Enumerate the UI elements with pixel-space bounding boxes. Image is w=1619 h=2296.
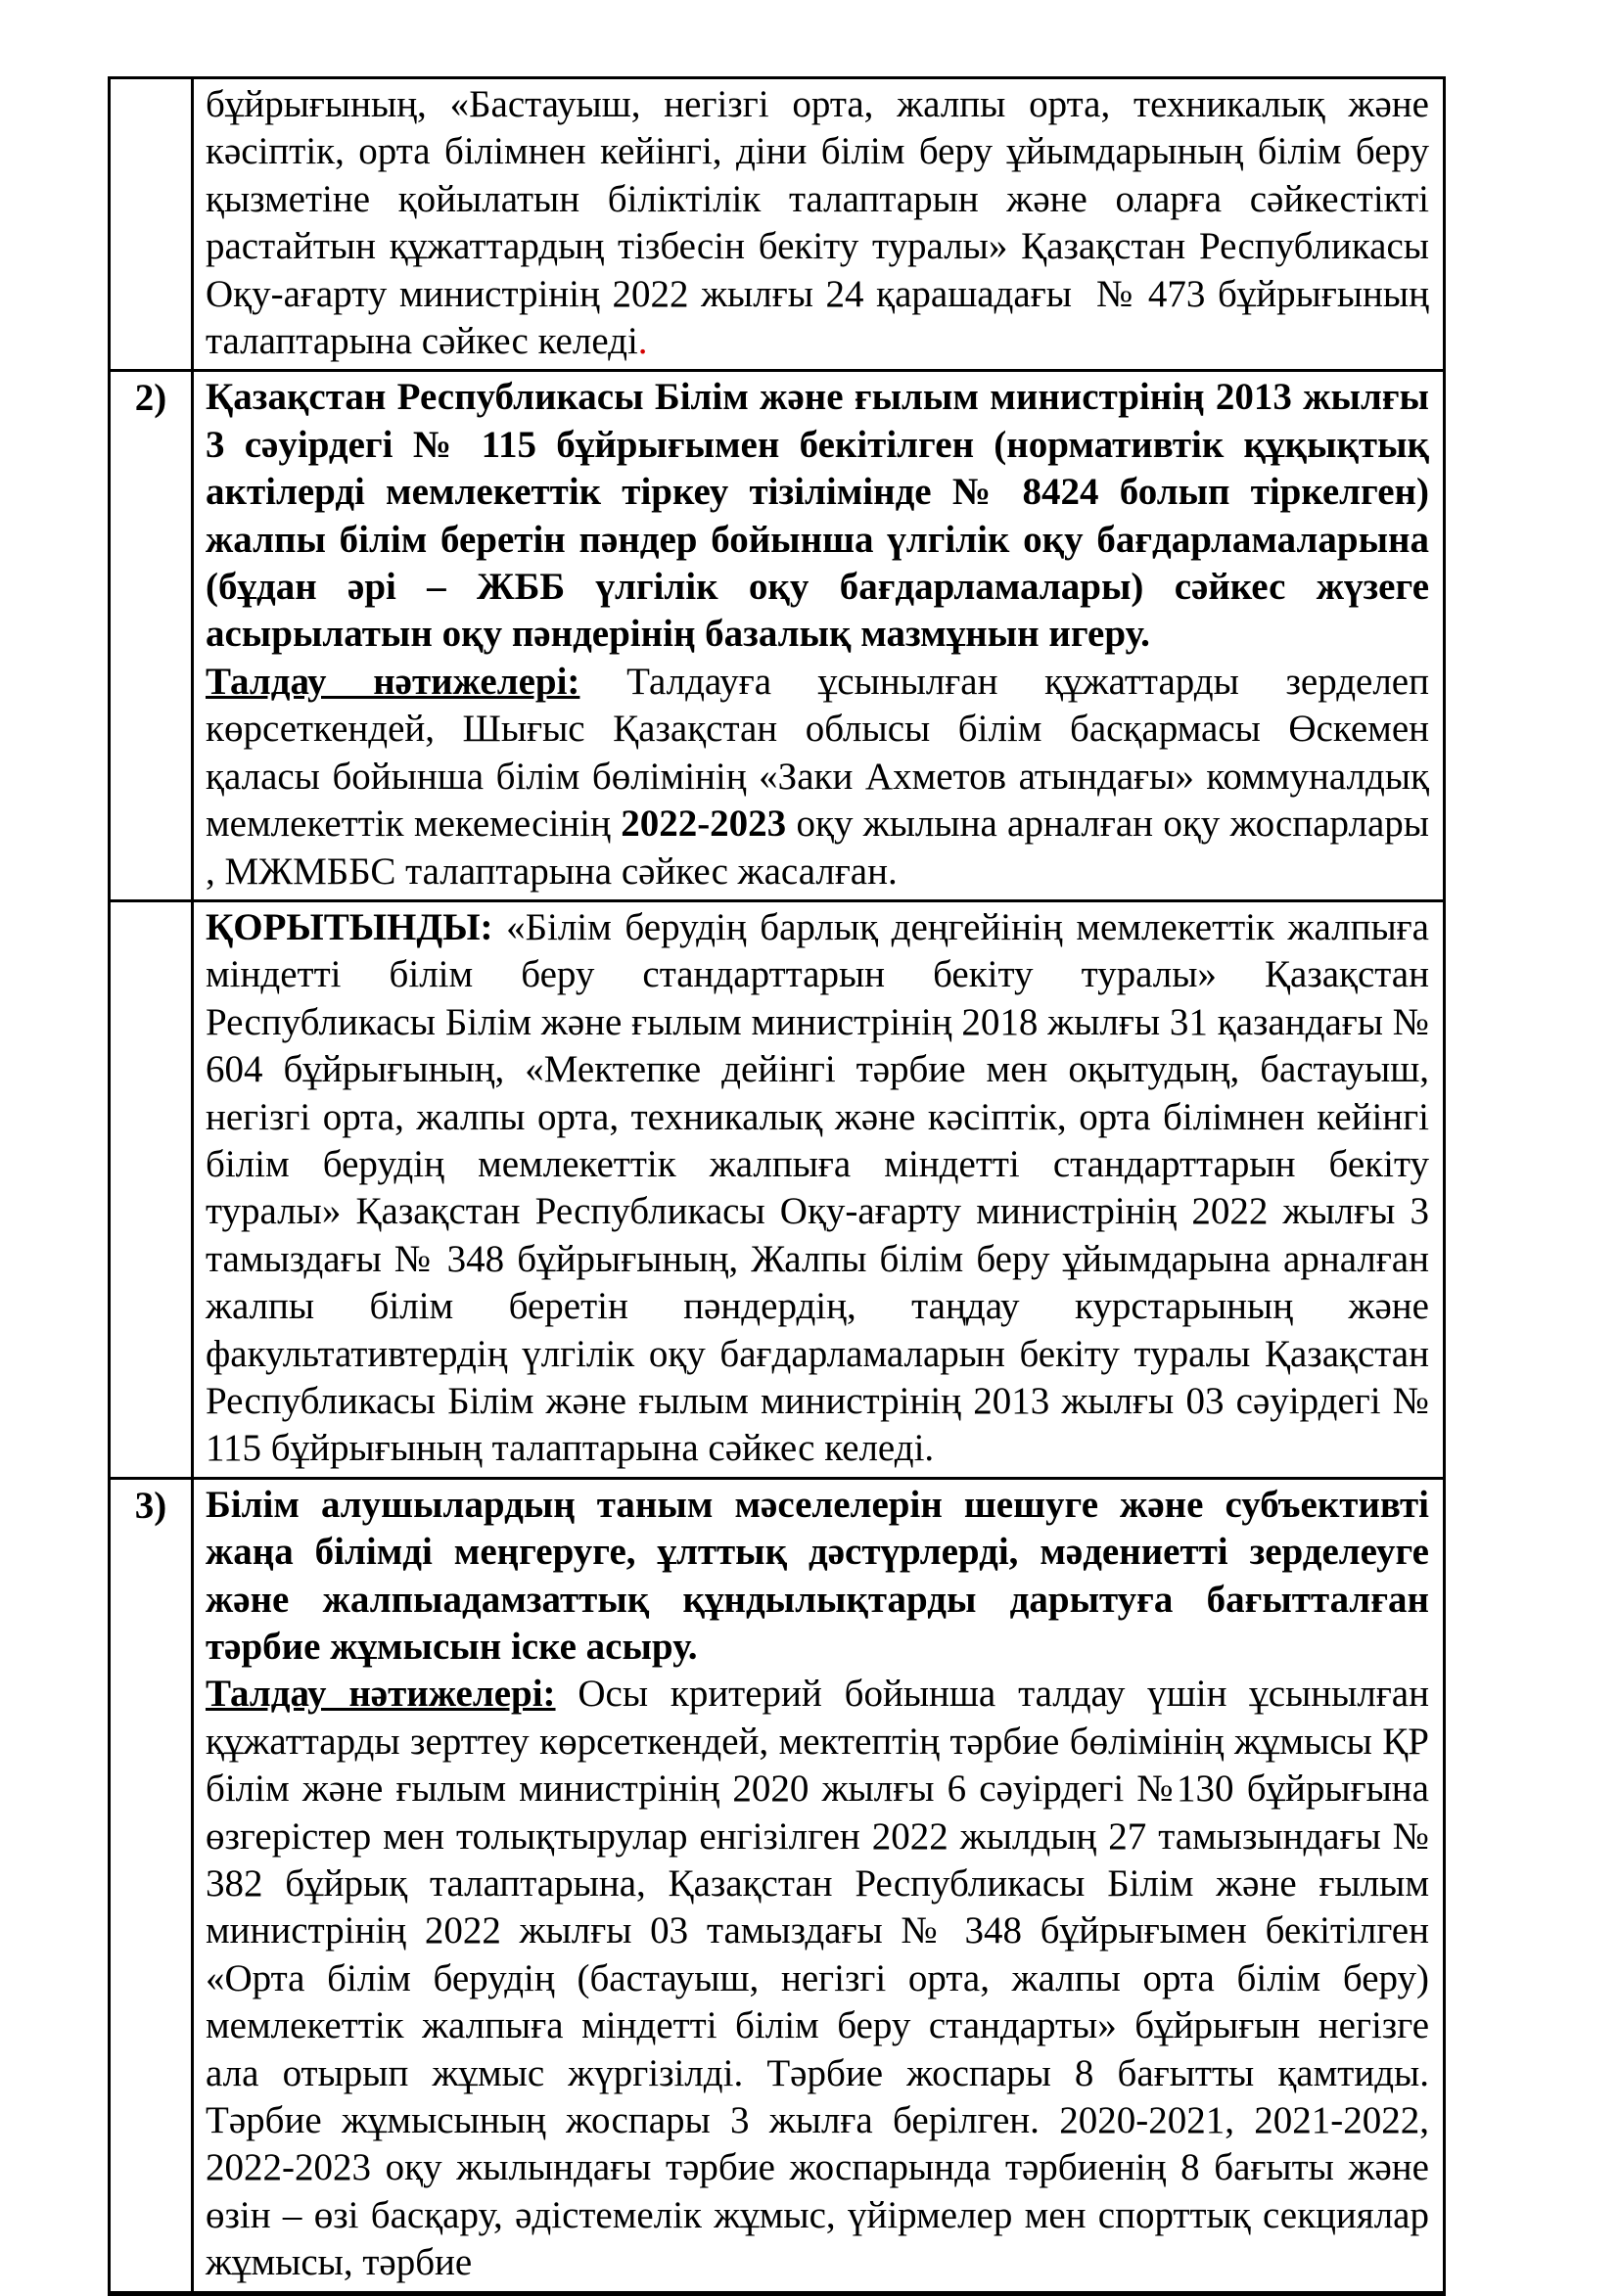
row-text-cell bbox=[193, 78, 1445, 371]
text-run: Қазақстан Республикасы Білім және ғылым министрінің 2013 жылғы 3 сәуірдегі № 115 бұйрығымен бекітілген (нормативтік құқықтық актілерді мемлекеттік тіркеу тізілімінде № 8424 болып тіркелген) жалпы білім беретін пәндер бойынша үлгілік оқу бағдарламаларына (бұдан әрі – ЖББ үлгілік оқу бағдарламалары) сәйкес жүзеге асырылатын оқу пәндерінің базалық мазмұнын игеру. bbox=[206, 376, 1429, 656]
paragraph bbox=[206, 904, 1429, 1473]
document-table bbox=[108, 76, 1446, 2296]
row-number-cell bbox=[110, 900, 193, 1478]
table-row bbox=[110, 371, 1445, 900]
row-number-cell bbox=[110, 78, 193, 371]
table-row bbox=[110, 900, 1445, 1478]
paragraph bbox=[206, 1671, 1429, 2286]
text-run: оқу жылына арналған оқу жоспарлары , МЖМББС талаптарына сәйкес жасалған. bbox=[206, 803, 1430, 893]
table-body bbox=[110, 78, 1445, 2294]
row-text-cell bbox=[193, 1478, 1445, 2293]
row-number-cell: 3) bbox=[110, 1478, 193, 2293]
text-run: 2022-2023 bbox=[621, 803, 787, 846]
text-run: «Білім берудің барлық деңгейінің мемлекеттік жалпыға міндетті білім беру стандарттарын бекіту туралы» Қазақстан Республикасы Білім және ғылым министрінің 2018 жылғы 31 қазандағы № 604 бұйрығының, «Мектепке дейінгі тәрбие мен оқытудың, бастауыш, негізгі орта, жалпы орта, техникалық және кәсіптік, орта білімнен кейінгі білім берудің мемлекеттік жалпыға міндетті стандарттарын бекіту туралы» Қазақстан Республикасы Оқу-ағарту министрінің 2022 жылғы 3 тамыздағы № 348 бұйрығының, Жалпы білім беру ұйымдарына арналған жалпы білім беретін пәндердің, таңдау курстарының және факультативтердің үлгілік оқу бағдарламаларын бекіту туралы Қазақстан Республикасы Білім және ғылым министрінің 2013 жылғы 03 сәуірдегі № 115 бұйрығының талаптарына сәйкес келеді. bbox=[206, 905, 1429, 1470]
paragraph bbox=[206, 1482, 1429, 1672]
table-row bbox=[110, 78, 1445, 371]
text-run: Білім алушылардың таным мәселелерін шешуге және субъективті жаңа білімді меңгеруге, ұлттық дәстүрлерді, мәдениетті зерделеуге және жалпыадамзаттық құндылықтарды дарытуға бағытталған тәрбие жұмысын іске асыру. bbox=[206, 1483, 1429, 1668]
text-run: Талдауға ұсынылған құжаттарды зерделеп көрсеткендей, Шығыс Қазақстан облысы білім басқармасы Өскемен қаласы бойынша білім бөлімінің «Заки Ахметов атындағы» коммуналдық мемлекеттік мекемесінің bbox=[206, 660, 1429, 846]
paragraph bbox=[206, 374, 1429, 658]
text-run: . bbox=[637, 320, 648, 363]
row-text-cell bbox=[193, 900, 1445, 1478]
row-text-cell bbox=[193, 371, 1445, 900]
text-run: Талдау нәтижелері: bbox=[206, 660, 580, 703]
text-run: Талдау нәтижелері: bbox=[206, 1673, 556, 1716]
table-row bbox=[110, 1478, 1445, 2293]
paragraph bbox=[206, 81, 1429, 365]
text-run: Осы критерий бойынша талдау үшін ұсынылған құжаттарды зерттеу көрсеткендей, мектептің тәрбие бөлімінің жұмысы ҚР білім және ғылым министрінің 2020 жылғы 6 сәуірдегі №130 бұйрығына өзгерістер мен толықтырулар енгізілген 2022 жылдың 27 тамызындағы № 382 бұйрық талаптарына, Қазақстан Республикасы Білім және ғылым министрінің 2022 жылғы 03 тамыздағы № 348 бұйрығымен бекітілген «Орта білім берудің (бастауыш, негізгі орта, жалпы орта білім беру) мемлекеттік жалпыға міндетті білім беру стандарты» бұйрығын негізге ала отырып жұмыс жүргізілді. Тәрбие жоспары 8 бағытты қамтиды. Тәрбие жұмысының жоспары 3 жылға берілген. 2020-2021, 2021-2022, 2022-2023 оқу жылындағы тәрбие жоспарында тәрбиенің 8 бағыты және өзін – өзі басқару, әдістемелік жұмыс, үйірмелер мен спорттық секциялар жұмысы, тәрбие bbox=[206, 1673, 1429, 2284]
paragraph bbox=[206, 659, 1429, 895]
text-run: ҚОРЫТЫНДЫ: bbox=[206, 905, 493, 948]
text-run: бұйрығының, «Бастауыш, негізгі орта, жалпы орта, техникалық және кәсіптік, орта білімнен кейінгі, діни білім беру ұйымдарының білім беру қызметіне қойылатын біліктілік талаптарын және оларға сәйкестікті растайтын құжаттардың тізбесін бекіту туралы» Қазақстан Республикасы Оқу-ағарту министрінің 2022 жылғы 24 қарашадағы № 473 бұйрығының талаптарына сәйкес келеді bbox=[206, 83, 1429, 363]
row-number-cell: 2) bbox=[110, 371, 193, 900]
